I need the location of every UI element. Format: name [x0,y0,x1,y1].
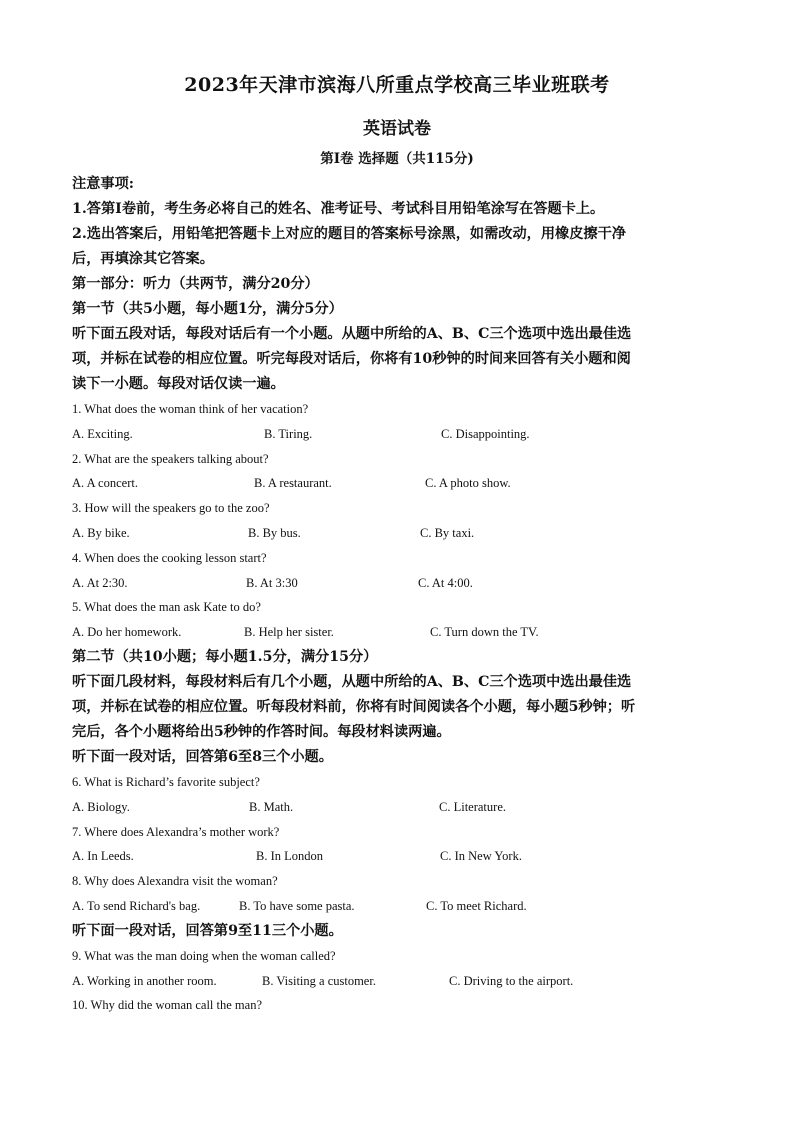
question-options [72,521,722,546]
option-b: B. Help her sister. [244,625,334,640]
option-c: C. Literature. [439,799,506,814]
question-options [72,620,722,645]
section-2-heading: 第二节（共10小题；每小题1.5分，满分15分） [72,648,378,665]
option-c: C. Driving to the airport. [449,973,574,988]
option-a: A. A concert. [72,476,138,491]
option-a: A. At 2:30. [72,575,128,590]
option-a: A. Do her homework. [72,625,182,640]
option-c: C. By taxi. [420,525,475,540]
question-stem: 10. Why did the woman call the man? [72,998,262,1013]
question-options [72,894,722,919]
group-heading: 听下面一段对话，回答第6至8三个小题。 [72,748,333,765]
exam-subject: 英语试卷 [363,119,431,139]
section-1-instruction-line-1: 听下面五段对话，每段对话后有一个小题。从题中所给的A、B、C三个选项中选出最佳选 [72,326,632,342]
option-a: A. Working in another room. [72,973,217,988]
question-stem: 5. What does the man ask Kate to do? [72,600,261,615]
option-b: B. At 3:30 [246,575,298,590]
option-c: C. A photo show. [425,476,511,491]
option-b: B. By bus. [248,525,301,540]
option-a: A. By bike. [72,525,130,540]
section-2-instruction-line-2: 项，并标在试卷的相应位置。听每段材料前，你将有时间阅读各个小题，每小题5秒钟；听 [72,698,636,715]
option-b: B. A restaurant. [254,476,332,491]
question-options [72,471,722,496]
option-b: B. In London [256,849,324,864]
section-1-heading: 第一节（共5小题，每小题1分，满分5分） [72,301,343,317]
question-stem: 3. How will the speakers go to the zoo? [72,501,270,516]
question-options [72,844,722,869]
question-stem: 8. Why does Alexandra visit the woman? [72,874,278,889]
option-a: A. In Leeds. [72,849,134,864]
exam-title: 2023年天津市滨海八所重点学校高三毕业班联考 [184,74,610,96]
section-1-instruction-line-2: 项，并标在试卷的相应位置。听完每段对话后，你将有10秒钟的时间来回答有关小题和阅 [72,351,631,367]
note-2-line-1: 2.选出答案后，用铅笔把答题卡上对应的题目的答案标号涂黑，如需改动，用橡皮擦干净 [72,226,626,242]
question-stem: 7. Where does Alexandra’s mother work? [72,824,280,839]
question-options [72,422,722,447]
notes-heading: 注意事项: [72,176,134,192]
section-2-instruction-line-3: 完后，各个小题将给出5秒钟的作答时间。每段材料读两遍。 [72,723,451,740]
option-c: C. Turn down the TV. [430,625,539,640]
part-title: 第Ⅰ卷 选择题（共115分) [320,151,474,167]
note-1: 1.答第Ⅰ卷前，考生务必将自己的姓名、准考证号、考试科目用铅笔涂写在答题卡上。 [72,201,605,217]
option-b: B. Math. [249,799,294,814]
option-c: C. In New York. [440,849,522,864]
option-c: C. Disappointing. [441,426,530,441]
option-c: C. At 4:00. [418,575,473,590]
option-b: B. Visiting a customer. [262,973,376,988]
question-stem: 6. What is Richard’s favorite subject? [72,774,260,789]
listening-part-heading: 第一部分：听力（共两节，满分20分） [72,276,319,292]
option-a: A. To send Richard's bag. [72,898,201,913]
option-b: B. Tiring. [264,426,313,441]
section-1-instruction-line-3: 读下一小题。每段对话仅读一遍。 [72,376,285,392]
question-stem: 4. When does the cooking lesson start? [72,550,267,565]
note-2-line-2: 后，再填涂其它答案。 [72,251,214,267]
option-c: C. To meet Richard. [426,898,527,913]
question-stem: 1. What does the woman think of her vacation? [72,402,309,416]
question-stem: 2. What are the speakers talking about? [72,451,269,466]
exam-content [72,172,722,1018]
option-a: A. Exciting. [72,426,133,441]
section-2-instruction-line-1: 听下面几段材料，每段材料后有几个小题，从题中所给的A、B、C三个选项中选出最佳选 [72,673,632,690]
question-options [72,795,722,820]
question-options [72,571,722,596]
option-b: B. To have some pasta. [239,898,355,913]
group-heading: 听下面一段对话，回答第9至11三个小题。 [72,922,343,939]
question-stem: 9. What was the man doing when the woman called? [72,948,336,963]
question-options [72,969,722,994]
option-a: A. Biology. [72,799,130,814]
